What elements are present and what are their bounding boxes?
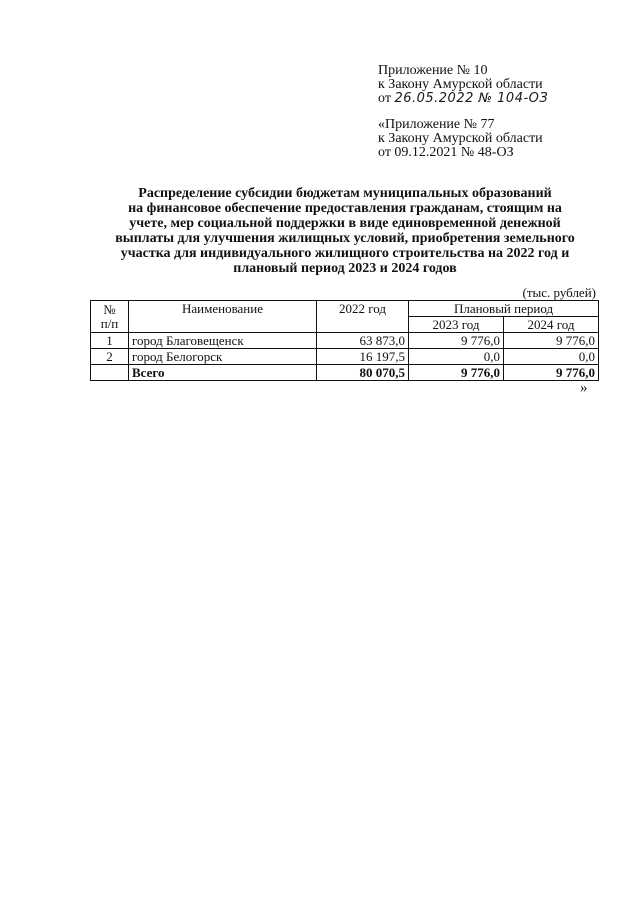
row-2024: 0,0 <box>504 349 599 365</box>
header-num-line1: № <box>103 301 116 317</box>
appendix-10-header <box>378 64 548 106</box>
header-name: Наименование <box>129 301 317 333</box>
total-label: Всего <box>129 365 317 381</box>
header-2024: 2024 год <box>504 317 599 333</box>
row-name: город Благовещенск <box>129 333 317 349</box>
appendix-77-line3: от 09.12.2021 № 48-ОЗ <box>378 145 514 160</box>
row-2023: 9 776,0 <box>409 333 504 349</box>
total-num <box>91 365 129 381</box>
handwritten-date: 26.05.2022 № 104-ОЗ <box>394 91 549 106</box>
row-num: 2 <box>91 349 129 365</box>
header-2023: 2023 год <box>409 317 504 333</box>
total-2024: 9 776,0 <box>504 365 599 381</box>
total-2022: 80 070,5 <box>317 365 409 381</box>
appendix-10-line2: к Закону Амурской области <box>378 77 543 92</box>
closing-quote: » <box>580 380 588 396</box>
header-num <box>91 301 129 333</box>
table-header-row <box>91 301 599 317</box>
title-line: плановый период 2023 и 2024 годов <box>233 261 457 276</box>
appendix-77-line1: «Приложение № 77 <box>378 117 495 132</box>
row-num: 1 <box>91 333 129 349</box>
header-2022: 2022 год <box>317 301 409 333</box>
row-2022: 16 197,5 <box>317 349 409 365</box>
table-total-row <box>91 365 599 381</box>
appendix-10-date-line <box>378 92 548 106</box>
header-num-line2: п/п <box>100 315 119 331</box>
title-line: участка для индивидуального жилищного строительства на 2022 год и <box>120 246 570 261</box>
table-row <box>91 333 599 349</box>
subsidy-table <box>90 300 599 381</box>
row-2022: 63 873,0 <box>317 333 409 349</box>
row-2023: 0,0 <box>409 349 504 365</box>
title-line: учете, мер социальной поддержки в виде единовременной денежной <box>129 216 561 231</box>
table-row <box>91 349 599 365</box>
appendix-10-date-prefix: от <box>378 91 391 106</box>
title-line: Распределение субсидии бюджетам муниципальных образований <box>138 186 552 201</box>
title-line: на финансовое обеспечение предоставления гражданам, стоящим на <box>128 201 562 216</box>
row-name: город Белогорск <box>129 349 317 365</box>
units-label: (тыс. рублей) <box>522 285 596 300</box>
total-2023: 9 776,0 <box>409 365 504 381</box>
document-title <box>92 186 598 276</box>
row-2024: 9 776,0 <box>504 333 599 349</box>
header-planned-period: Плановый период <box>409 301 599 317</box>
appendix-77-line2: к Закону Амурской области <box>378 131 543 146</box>
appendix-10-line1: Приложение № 10 <box>378 63 488 78</box>
appendix-77-header <box>378 118 543 160</box>
title-line: выплаты для улучшения жилищных условий, приобретения земельного <box>115 231 575 246</box>
